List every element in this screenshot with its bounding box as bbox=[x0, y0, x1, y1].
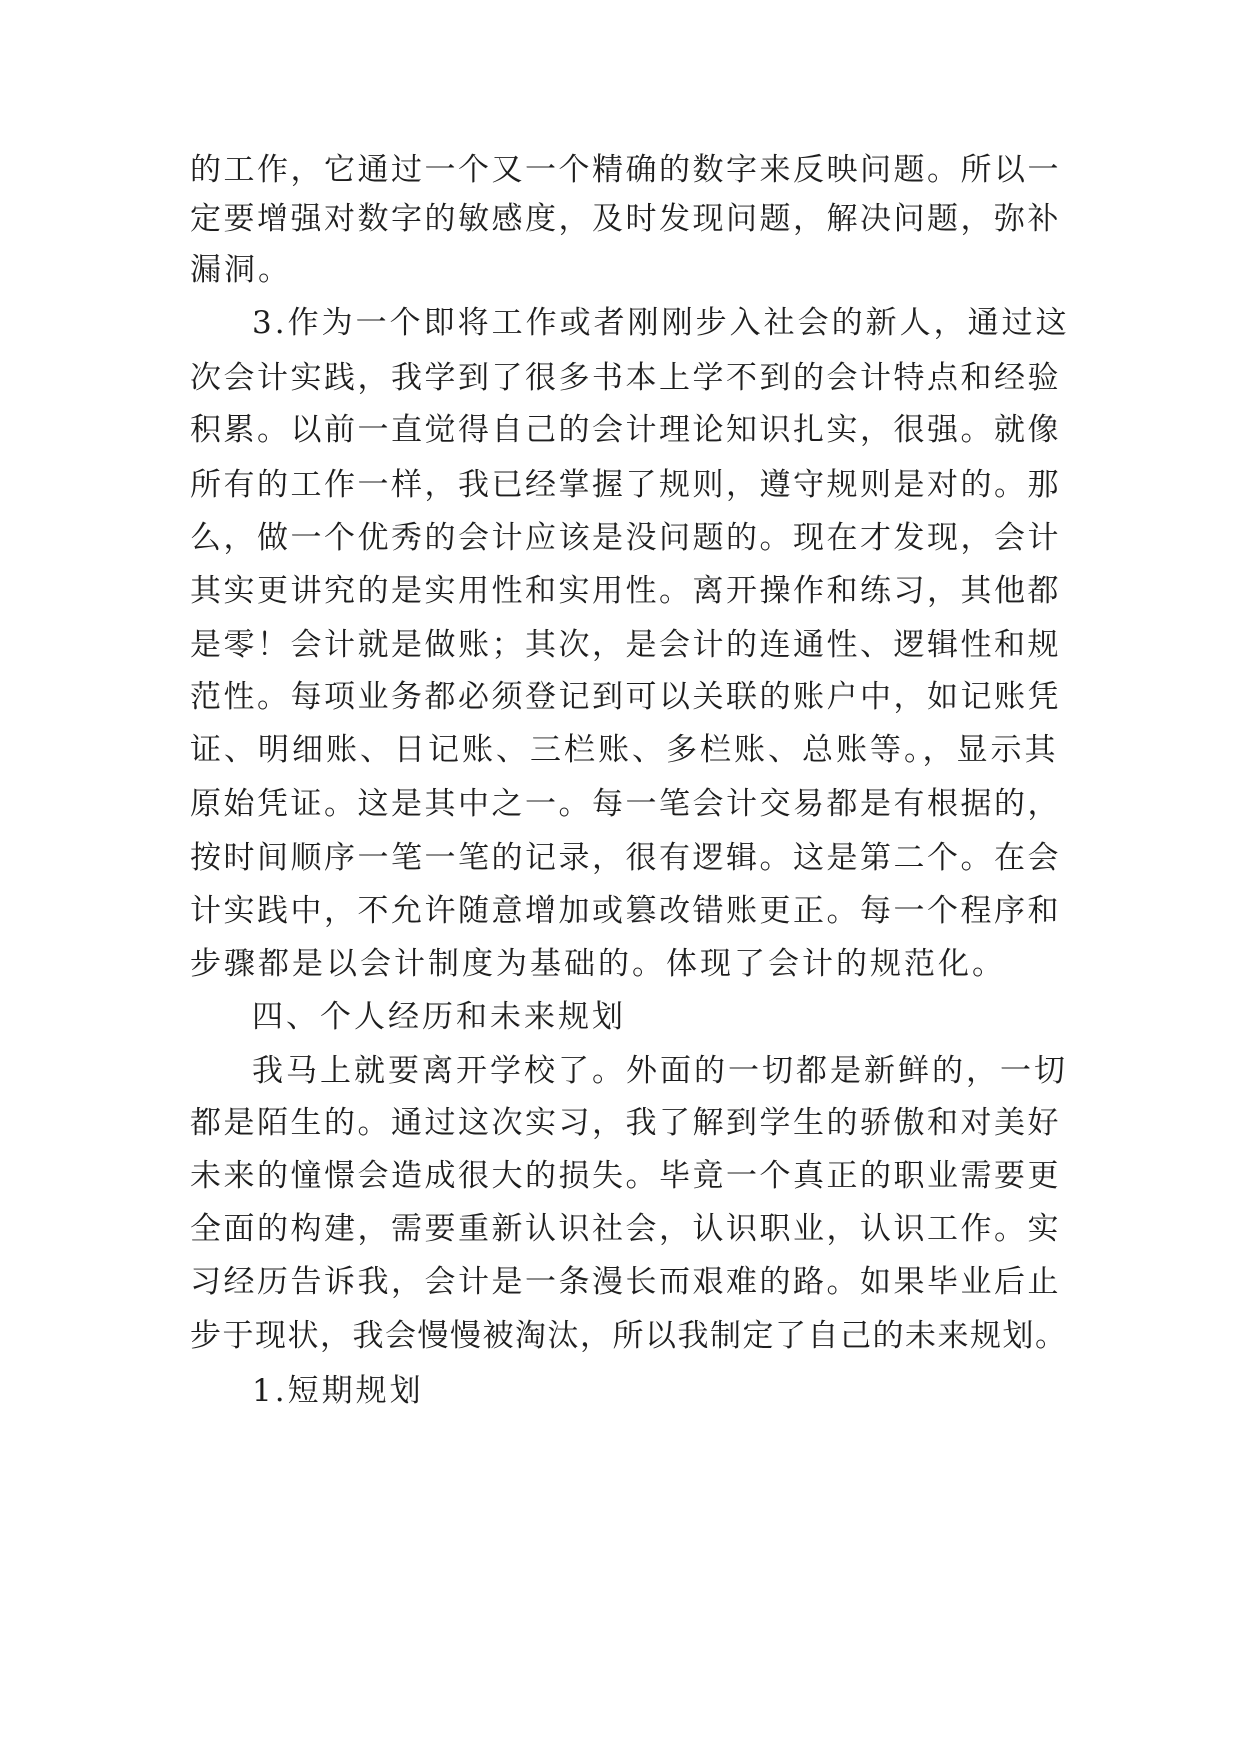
text-line: 定要增强对数字的敏感度，及时发现问题，解决问题，弥补 bbox=[190, 201, 1061, 237]
subsection-heading: 1.短期规划 bbox=[252, 1373, 424, 1409]
text-line: 3.作为一个即将工作或者刚刚步入社会的新人，通过这 bbox=[252, 305, 1070, 341]
text-line: 积累。以前一直觉得自己的会计理论知识扎实，很强。就像 bbox=[190, 412, 1061, 448]
text-line: 按时间顺序一笔一笔的记录，很有逻辑。这是第二个。在会 bbox=[190, 840, 1061, 876]
text-line: 原始凭证。这是其中之一。每一笔会计交易都是有根据的， bbox=[190, 786, 1061, 822]
text-line: 其实更讲究的是实用性和实用性。离开操作和练习，其他都 bbox=[190, 573, 1061, 609]
text-line: 范性。每项业务都必须登记到可以关联的账户中，如记账凭 bbox=[190, 679, 1061, 715]
text-line: 全面的构建，需要重新认识社会，认识职业，认识工作。实 bbox=[190, 1211, 1061, 1247]
section-heading: 四、个人经历和未来规划 bbox=[252, 999, 626, 1035]
text-line: 证、明细账、日记账、三栏账、多栏账、总账等。，显示其 bbox=[190, 732, 1059, 768]
text-line: 习经历告诉我，会计是一条漫长而艰难的路。如果毕业后止 bbox=[190, 1264, 1061, 1300]
text-line: 步于现状，我会慢慢被淘汰，所以我制定了自己的未来规划。 bbox=[190, 1318, 1068, 1354]
text-line: 次会计实践，我学到了很多书本上学不到的会计特点和经验 bbox=[190, 360, 1061, 396]
text-line: 所有的工作一样，我已经掌握了规则，遵守规则是对的。那 bbox=[190, 467, 1061, 503]
text-line: 步骤都是以会计制度为基础的。体现了会计的规范化。 bbox=[190, 946, 1006, 982]
text-line: 未来的憧憬会造成很大的损失。毕竟一个真正的职业需要更 bbox=[190, 1158, 1061, 1194]
text-line: 漏洞。 bbox=[190, 252, 292, 288]
text-line: 我马上就要离开学校了。外面的一切都是新鲜的，一切 bbox=[252, 1053, 1068, 1089]
text-line: 是零！会计就是做账；其次，是会计的连通性、逻辑性和规 bbox=[190, 627, 1061, 663]
text-line: 计实践中，不允许随意增加或篡改错账更正。每一个程序和 bbox=[190, 893, 1061, 929]
text-line: 的工作，它通过一个又一个精确的数字来反映问题。所以一 bbox=[190, 152, 1061, 188]
text-line: 都是陌生的。通过这次实习，我了解到学生的骄傲和对美好 bbox=[190, 1105, 1061, 1141]
text-line: 么，做一个优秀的会计应该是没问题的。现在才发现，会计 bbox=[190, 520, 1061, 556]
